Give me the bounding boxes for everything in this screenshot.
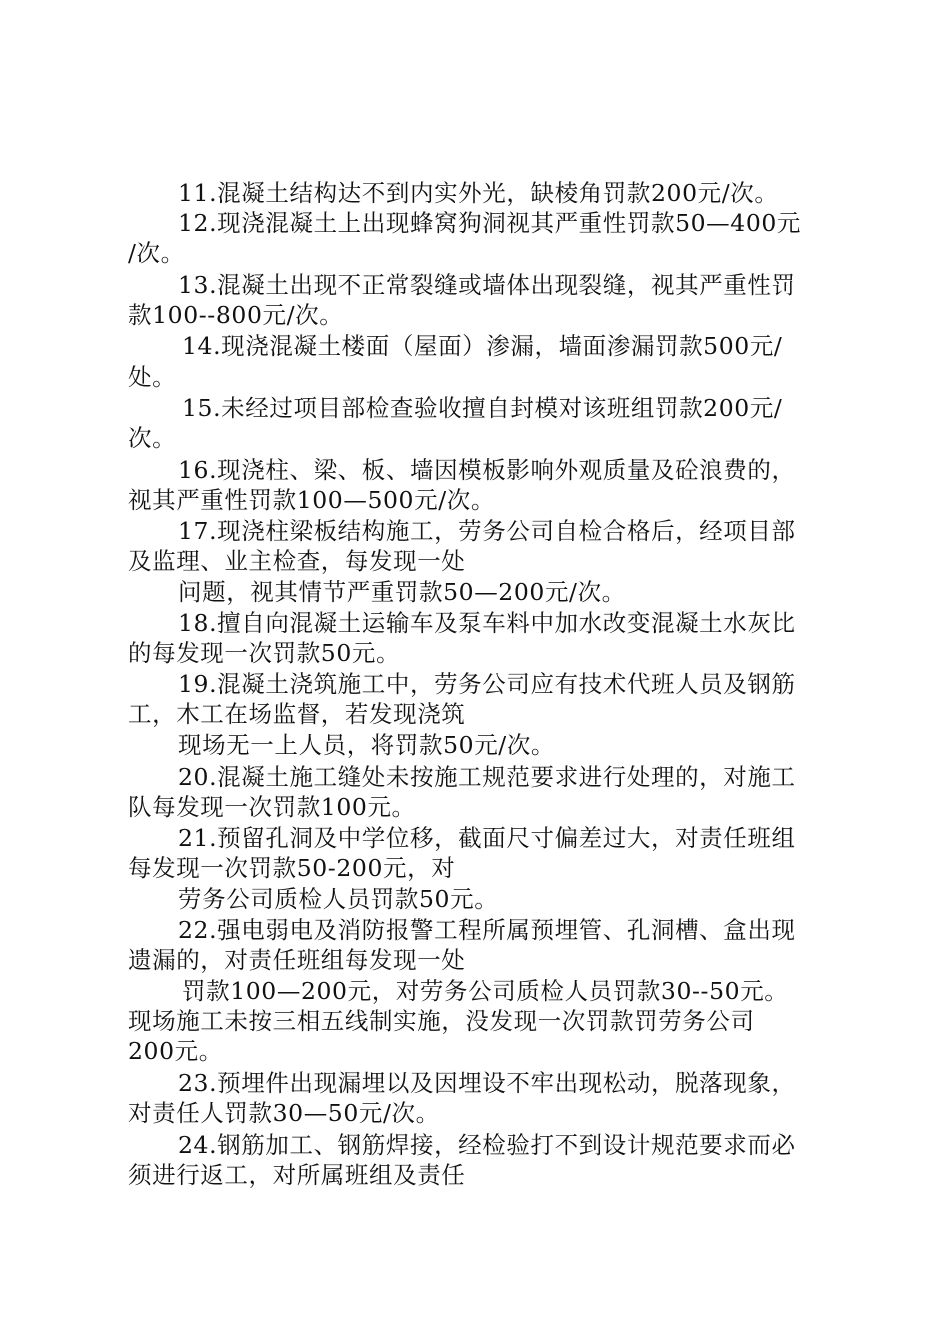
text-line: 24.钢筋加工、钢筋焊接，经检验打不到设计规范要求而必: [178, 1131, 796, 1159]
text-line: 12.现浇混凝土上出现蜂窝狗洞视其严重性罚款50—400元: [178, 209, 802, 237]
text-line: 的每发现一次罚款50元。: [128, 639, 401, 667]
text-line: 对责任人罚款30—50元/次。: [128, 1099, 440, 1127]
text-line: 罚款100—200元，对劳务公司质检人员罚款30--50元。: [182, 977, 789, 1005]
text-line: 队每发现一次罚款100元。: [128, 793, 416, 821]
text-line: 款100--800元/次。: [128, 301, 344, 329]
text-line: 18.擅自向混凝土运输车及泵车料中加水改变混凝土水灰比: [178, 609, 796, 637]
text-line: 问题，视其情节严重罚款50—200元/次。: [178, 578, 626, 606]
text-line: 14.现浇混凝土楼面（屋面）渗漏，墙面渗漏罚款500元/: [182, 332, 783, 360]
text-line: 每发现一次罚款50-200元，对: [128, 854, 456, 882]
text-line: 工，木工在场监督，若发现浇筑: [128, 700, 466, 728]
text-line: 遗漏的，对责任班组每发现一处: [128, 946, 466, 974]
text-line: 23.预埋件出现漏埋以及因埋设不牢出现松动，脱落现象，: [178, 1069, 796, 1097]
text-line: 及监理、业主检查，每发现一处: [128, 547, 466, 575]
text-line: 200元。: [128, 1037, 223, 1065]
text-line: 处。: [128, 363, 177, 391]
text-line: 次。: [128, 424, 177, 452]
text-line: 17.现浇柱梁板结构施工，劳务公司自检合格后，经项目部: [178, 517, 796, 545]
text-line: 11.混凝土结构达不到内实外光，缺棱角罚款200元/次。: [178, 179, 779, 207]
text-line: 现场无一上人员，将罚款50元/次。: [178, 731, 556, 759]
text-line: 现场施工未按三相五线制实施，没发现一次罚款罚劳务公司: [128, 1007, 755, 1035]
text-line: 22.强电弱电及消防报警工程所属预埋管、孔洞槽、盒出现: [178, 916, 796, 944]
text-line: /次。: [128, 239, 185, 267]
text-line: 劳务公司质检人员罚款50元。: [178, 885, 499, 913]
text-line: 16.现浇柱、梁、板、墙因模板影响外观质量及砼浪费的，: [178, 456, 796, 484]
text-line: 19.混凝土浇筑施工中，劳务公司应有技术代班人员及钢筋: [178, 670, 796, 698]
text-line: 视其严重性罚款100—500元/次。: [128, 486, 495, 514]
text-line: 13.混凝土出现不正常裂缝或墙体出现裂缝，视其严重性罚: [178, 271, 796, 299]
text-line: 21.预留孔洞及中学位移，截面尺寸偏差过大，对责任班组: [178, 824, 796, 852]
text-line: 须进行返工，对所属班组及责任: [128, 1161, 466, 1189]
text-line: 20.混凝土施工缝处未按施工规范要求进行处理的，对施工: [178, 763, 796, 791]
text-line: 15.未经过项目部检查验收擅自封模对该班组罚款200元/: [182, 394, 783, 422]
